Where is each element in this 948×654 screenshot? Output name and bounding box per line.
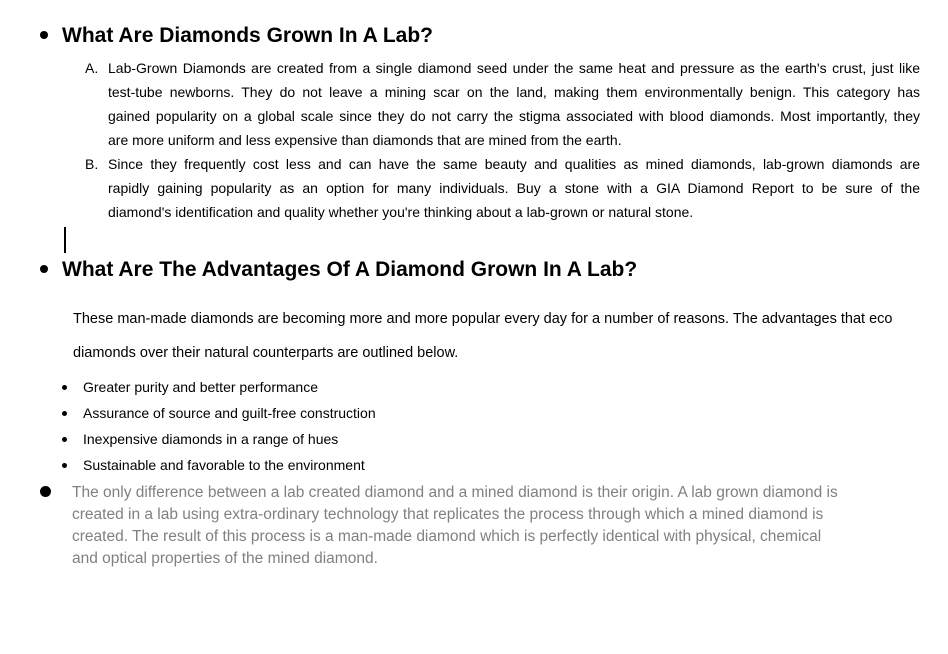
text-line[interactable]: Lab-Grown Diamonds are created from a single diamond seed under the same heat and pressure as the earth's crust, just like: [108, 60, 920, 76]
list-item-text[interactable]: Inexpensive diamonds in a range of hues: [83, 431, 339, 447]
list-item[interactable]: [62, 374, 376, 400]
bullet-icon: [62, 463, 67, 468]
text-line[interactable]: created. The result of this process is a man-made diamond which is perfectly identical with physical, chemical: [72, 528, 822, 545]
text-line[interactable]: are more uniform and less expensive than diamonds that are mined from the earth.: [108, 132, 622, 148]
text-line[interactable]: diamond's identification and quality whether you're thinking about a lab-grown or natural stone.: [108, 204, 694, 220]
intro-paragraph[interactable]: [73, 302, 913, 370]
bullet-icon: [62, 385, 67, 390]
list-item-text[interactable]: Sustainable and favorable to the environment: [83, 457, 365, 473]
list-marker-a: A.: [85, 60, 99, 76]
list-marker-b: B.: [85, 156, 99, 172]
text-line[interactable]: test-tube newborns. They do not leave a mining scar on the land, making them environmentally benign. This category has: [108, 84, 920, 100]
text-line[interactable]: These man-made diamonds are becoming more and more popular every day for a number of reasons. The advantages that eco: [73, 311, 893, 327]
section2-heading[interactable]: What Are The Advantages Of A Diamond Grown In A Lab?: [62, 258, 638, 281]
advantages-list[interactable]: [62, 374, 376, 478]
paragraph-item-a[interactable]: [108, 56, 920, 152]
text-line[interactable]: and optical properties of the mined diamond.: [72, 550, 378, 567]
text-line[interactable]: diamonds over their natural counterparts are outlined below.: [73, 345, 459, 361]
text-line[interactable]: The only difference between a lab created diamond and a mined diamond is their origin. A lab grown diamond is: [72, 484, 838, 501]
text-line[interactable]: created in a lab using extra-ordinary technology that replicates the process through which a mined diamond is: [72, 506, 824, 523]
section1-heading[interactable]: What Are Diamonds Grown In A Lab?: [62, 24, 434, 47]
list-item-text[interactable]: Greater purity and better performance: [83, 379, 319, 395]
heading-bullet-icon: [40, 265, 48, 273]
bullet-icon: [62, 437, 67, 442]
list-item-text[interactable]: Assurance of source and guilt-free construction: [83, 405, 376, 421]
list-item[interactable]: [62, 452, 376, 478]
text-line[interactable]: rapidly gaining popularity as an option for many individuals. Buy a stone with a GIA Diamond Report to be sure of the: [108, 180, 920, 196]
closing-paragraph[interactable]: [72, 482, 914, 570]
bullet-icon: [40, 486, 51, 497]
text-line[interactable]: gained popularity on a global scale since they do not carry the stigma associated with blood diamonds. Most importantly, they: [108, 108, 920, 124]
heading-bullet-icon: [40, 31, 48, 39]
text-cursor: [64, 227, 66, 253]
bullet-icon: [62, 411, 67, 416]
paragraph-item-b[interactable]: [108, 152, 920, 224]
text-line[interactable]: Since they frequently cost less and can have the same beauty and qualities as mined diamonds, lab-grown diamonds are: [108, 156, 920, 172]
list-item[interactable]: [62, 426, 376, 452]
list-item[interactable]: [62, 400, 376, 426]
